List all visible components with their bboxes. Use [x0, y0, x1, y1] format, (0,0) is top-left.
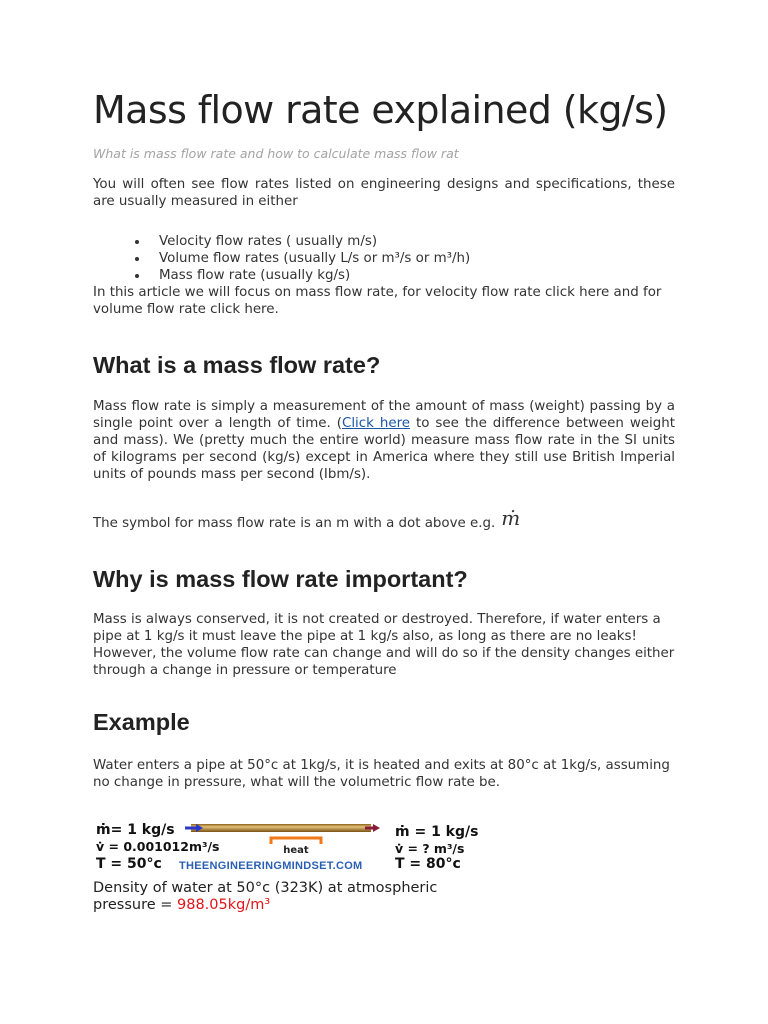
focus-paragraph: In this article we will focus on mass flow rate, for velocity flow rate click here and for volume flow rate click here.	[93, 285, 662, 317]
definition-text-end: to see the difference between weight and mass). We (pretty much the entire world) measure mass flow rate in the SI units of kilograms per second (kg/s) except in America where they still use British Imperial units of pounds mass per second (Ibm/s).	[93, 416, 676, 482]
outlet-mass-flow: ṁ = 1 kg/s	[395, 824, 479, 840]
outlet-arrowhead-icon	[373, 824, 380, 832]
heading-why-important: Why is mass flow rate important?	[93, 566, 468, 592]
page-title: Mass flow rate explained (kg/s)	[93, 88, 668, 132]
outlet-temperature: T = 80°c	[395, 856, 461, 872]
heater-icon	[271, 838, 321, 844]
density-value: 988.05kg/m³	[177, 897, 271, 913]
heading-example: Example	[93, 709, 190, 735]
example-paragraph: Water enters a pipe at 50°c at 1kg/s, it is heated and exits at 80°c at 1kg/s, assuming no change in pressure, what will the volumetric flow rate be.	[93, 758, 670, 790]
definition-paragraph	[93, 398, 675, 483]
flow-rate-list	[93, 233, 675, 284]
brand-watermark: THEENGINEERINGMINDSET.COM	[179, 860, 363, 872]
density-caption-line2	[93, 896, 270, 914]
pipe-diagram	[93, 818, 513, 918]
pipe-graphic	[185, 818, 381, 858]
intro-paragraph: You will often see flow rates listed on engineering designs and specifications, these are usually measured in either	[93, 177, 675, 209]
outlet-volume-flow: v̇ = ? m³/s	[395, 841, 465, 856]
symbol-paragraph	[93, 506, 675, 532]
heading-what-is-mass-flow-rate: What is a mass flow rate?	[93, 352, 381, 378]
list-item: Velocity flow rates ( usually m/s)	[93, 233, 675, 250]
density-caption-prefix: pressure =	[93, 897, 177, 913]
density-caption-line1: Density of water at 50°c (323K) at atmospheric	[93, 880, 438, 896]
importance-paragraph: Mass is always conserved, it is not created or destroyed. Therefore, if water enters a pipe at 1 kg/s it must leave the pipe at 1 kg/s also, as long as there are no leaks! However, the volume flow rate can change and will do so if the density changes either through a change in pressure or temperature	[93, 612, 675, 678]
definition-text-start: Mass flow rate is simply a measurement of the amount of mass (weight) passing by a single point over a length of time. (	[93, 399, 675, 431]
inlet-volume-flow: v̇ = 0.001012m³/s	[96, 839, 220, 854]
heat-label: heat	[283, 845, 309, 856]
inlet-mass-flow: ṁ= 1 kg/s	[96, 822, 175, 838]
list-item: Mass flow rate (usually kg/s)	[93, 267, 675, 284]
list-item: Volume flow rates (usually L/s or m³/s or m³/h)	[93, 250, 675, 267]
page-subtitle: What is mass flow rate and how to calculate mass flow rat	[93, 146, 459, 161]
pipe-body	[191, 824, 371, 832]
weight-vs-mass-link[interactable]: Click here	[341, 416, 411, 431]
inlet-temperature: T = 50°c	[96, 856, 162, 872]
symbol-text: The symbol for mass flow rate is an m with a dot above e.g.	[93, 516, 496, 531]
mass-flow-symbol: ṁ	[501, 506, 521, 530]
